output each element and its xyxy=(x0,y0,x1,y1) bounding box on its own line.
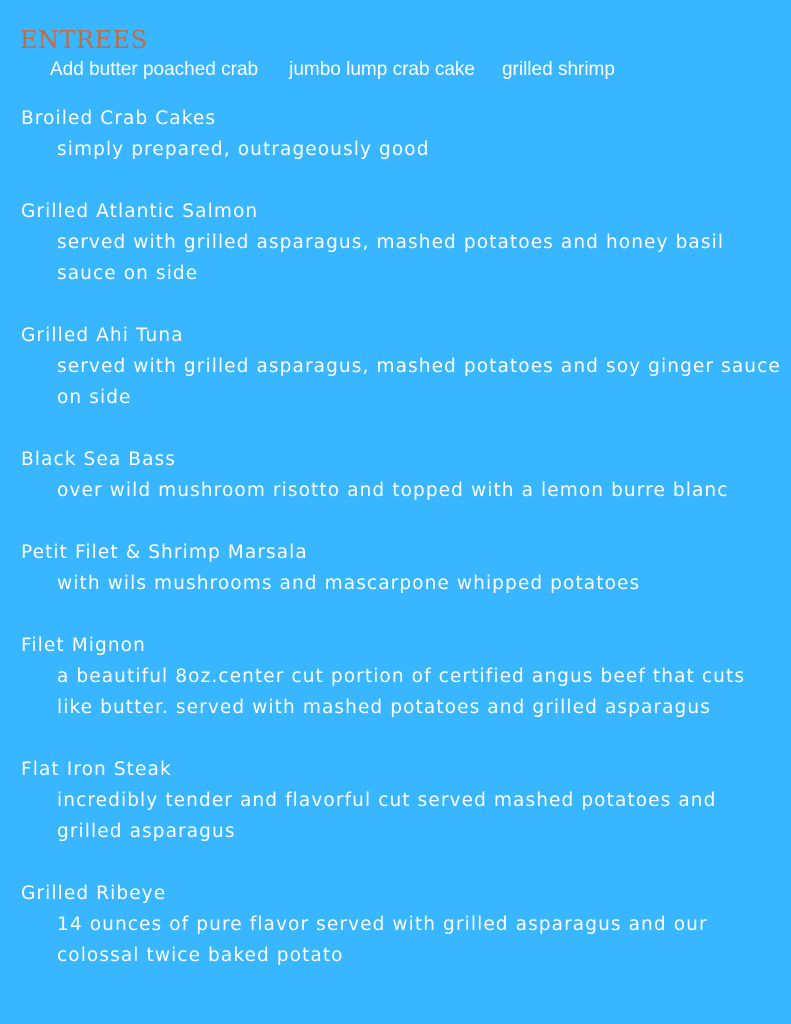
menu-item-name: Grilled Atlantic Salmon xyxy=(21,201,259,222)
menu-item xyxy=(21,537,781,599)
addon-options xyxy=(50,56,615,84)
menu-item-description: with wils mushrooms and mascarpone whipped potatoes xyxy=(57,573,641,594)
section-title: ENTREES xyxy=(20,26,148,54)
menu-item-description: served with grilled asparagus, mashed potatoes and honey basil sauce on side xyxy=(57,232,725,284)
menu-item xyxy=(21,754,781,847)
menu-item xyxy=(21,103,781,165)
menu-item-description: served with grilled asparagus, mashed potatoes and soy ginger sauce on side xyxy=(57,356,781,408)
menu-item-name: Flat Iron Steak xyxy=(21,759,172,780)
menu-item-description: simply prepared, outrageously good xyxy=(57,139,430,160)
menu-item-name: Filet Mignon xyxy=(21,635,146,656)
addon-option: grilled shrimp xyxy=(501,59,615,80)
menu-item xyxy=(21,878,781,971)
menu-item xyxy=(21,444,781,506)
menu-item xyxy=(21,630,781,723)
menu-item-description: a beautiful 8oz.center cut portion of certified angus beef that cuts like butter. served with mashed potatoes and grilled asparagus xyxy=(57,666,746,718)
addon-option: jumbo lump crab cake xyxy=(289,59,475,80)
menu-item-description: 14 ounces of pure flavor served with grilled asparagus and our colossal twice baked potato xyxy=(57,914,708,966)
menu-item-description: incredibly tender and flavorful cut served mashed potatoes and grilled asparagus xyxy=(57,790,717,842)
menu-list xyxy=(21,103,781,971)
menu-item-name: Black Sea Bass xyxy=(21,449,176,470)
menu-item-name: Broiled Crab Cakes xyxy=(21,108,217,129)
menu-item-description: over wild mushroom risotto and topped with a lemon burre blanc xyxy=(57,480,729,501)
addon-option: Add butter poached crab xyxy=(50,59,259,80)
menu-item-name: Petit Filet & Shrimp Marsala xyxy=(21,542,308,563)
menu-item xyxy=(21,320,781,413)
menu-item-name: Grilled Ahi Tuna xyxy=(21,325,184,346)
menu-item-name: Grilled Ribeye xyxy=(21,883,167,904)
menu-item xyxy=(21,196,781,289)
